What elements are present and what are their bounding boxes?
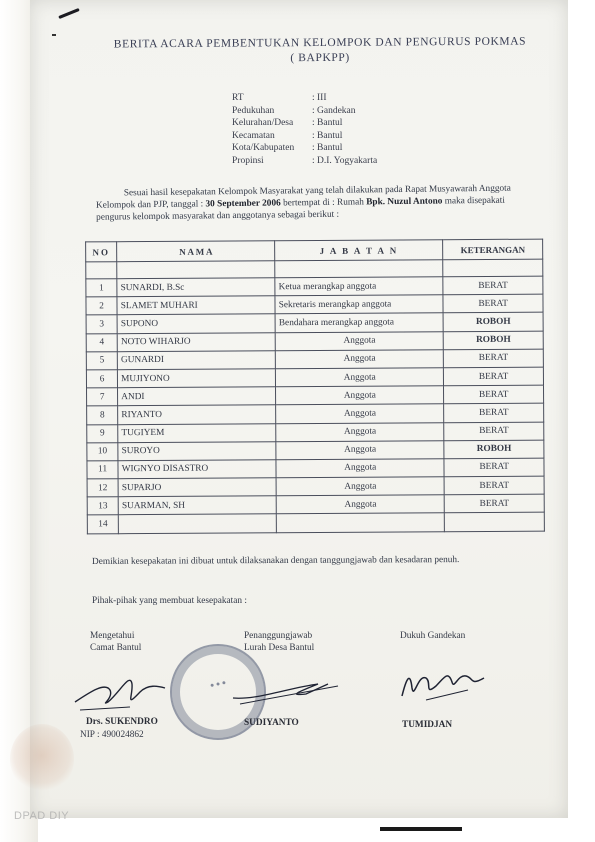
cell-jabatan: Anggota <box>276 459 444 478</box>
header-keterangan: KETERANGAN <box>443 239 543 260</box>
cell-jabatan: Ketua merangkap anggota <box>275 277 443 296</box>
cell-nama: SUPONO <box>117 314 275 333</box>
meeting-place: Bpk. Nuzul Antono <box>366 196 443 208</box>
info-value: : D.I. Yogyakarta <box>312 155 378 166</box>
cell-nama <box>118 514 276 533</box>
cell-jabatan: Anggota <box>276 495 444 514</box>
info-value: : Bantul <box>312 130 343 141</box>
header-nama: N A M A <box>117 241 275 262</box>
cell-no: 7 <box>87 388 118 406</box>
para-text-3: maka disepakati pengurus kelompok masyarakat dan anggotanya sebagai berikut : <box>96 195 505 223</box>
sig2-role-line2: Lurah Desa Bantul <box>244 643 315 653</box>
title-line-1: BERITA ACARA PEMBENTUKAN KELOMPOK DAN PENGURUS POKMAS <box>113 35 527 51</box>
cell-jabatan: Anggota <box>276 386 444 405</box>
info-value: : Gandekan <box>312 105 356 116</box>
header-jabatan: J A B A T A N <box>275 240 443 261</box>
info-label: Kota/Kabupaten <box>232 143 295 154</box>
archive-seal-watermark <box>10 724 74 794</box>
info-label: Kelurahan/Desa <box>232 118 294 129</box>
info-row <box>232 142 377 155</box>
cell-jabatan: Anggota <box>275 331 443 350</box>
info-value: : Bantul <box>312 143 343 154</box>
signatory-name-dukuh <box>402 719 452 731</box>
cell-nama: SLAMET MUHARI <box>117 296 275 315</box>
intro-paragraph <box>96 183 538 224</box>
signatory-camat <box>90 630 141 654</box>
cell-nama: MUJIYONO <box>118 369 276 388</box>
cell-no: 12 <box>87 479 118 497</box>
info-label: Kecamatan <box>232 130 275 141</box>
para-text-2: bertempat di : Rumah <box>280 197 367 209</box>
cell-nama: SUPARJO <box>118 478 276 497</box>
para-text-1: Sesuai hasil kesepakatan Kelompok Masyarakat yang telah dilakukan pada Rapat Musyawarah Anggota Kelompok dan PJP, tanggal : <box>95 183 511 211</box>
cell-nama: ANDI <box>118 387 276 406</box>
cell-keterangan: BERAT <box>444 422 544 441</box>
signatory-dukuh <box>400 630 465 642</box>
cell-no: 2 <box>86 297 117 315</box>
cell-nama: TUGIYEM <box>118 423 276 442</box>
cell-jabatan: Sekretaris merangkap anggota <box>275 295 443 314</box>
cell-no: 11 <box>87 461 118 479</box>
location-info <box>232 92 377 168</box>
cell-jabatan <box>277 513 445 532</box>
cell-no: 13 <box>87 497 118 515</box>
info-value: : III <box>312 93 327 103</box>
cell-keterangan: ROBOH <box>443 312 543 331</box>
info-row <box>232 155 377 168</box>
cell-nama: GUNARDI <box>117 350 275 369</box>
cell-nama: SUARMAN, SH <box>118 496 276 515</box>
cell-keterangan: BERAT <box>444 349 544 368</box>
cell-no: 1 <box>86 279 117 297</box>
info-label: Pedukuhan <box>232 105 275 116</box>
cell-no: 4 <box>86 333 117 351</box>
cell-jabatan: Anggota <box>276 477 444 496</box>
signature-dukuh <box>396 660 496 710</box>
cell-jabatan: Anggota <box>276 422 444 441</box>
cell-no: 14 <box>87 515 118 533</box>
cell-no: 6 <box>86 370 117 388</box>
pen-dot <box>52 34 56 36</box>
sig1-name: Drs. SUKENDRO <box>86 717 158 727</box>
cell-keterangan: BERAT <box>444 385 544 404</box>
info-row <box>232 130 377 143</box>
title-line-2: ( BAPKPP) <box>290 51 350 65</box>
parties-label: Pihak-pihak yang membuat kesepakatan : <box>92 596 247 606</box>
signature-lurah <box>228 670 348 710</box>
info-row <box>232 105 377 118</box>
info-label: Propinsi <box>232 155 264 166</box>
cell-keterangan: BERAT <box>444 458 544 477</box>
cell-no: 3 <box>86 315 117 333</box>
cell-nama: SUROYO <box>118 441 276 460</box>
cell-nama: SUNARDI, B.Sc <box>117 278 275 297</box>
closing-statement: Demikian kesepakatan ini dibuat untuk dilaksanakan dengan tanggungjawab dan kesadaran penuh. <box>91 555 460 567</box>
signatory-lurah <box>244 630 314 654</box>
cell-keterangan: ROBOH <box>444 440 544 459</box>
cell-keterangan: ROBOH <box>443 331 543 350</box>
cell-nama: RIYANTO <box>118 405 276 424</box>
cell-jabatan: Bendahara merangkap anggota <box>275 313 443 332</box>
meeting-date: 30 September 2006 <box>205 198 281 210</box>
info-label: RT <box>232 93 244 103</box>
signatory-nip-camat: NIP : 490024862 <box>80 730 144 740</box>
cell-keterangan <box>445 513 545 532</box>
document-title <box>100 34 540 67</box>
scan-footer-bar <box>380 827 462 831</box>
sig2-role-line1: Penanggungjawab <box>244 631 313 641</box>
cell-no: 8 <box>87 406 118 424</box>
table-header-row <box>86 239 543 262</box>
archive-watermark-text: DPAD DIY <box>14 810 70 822</box>
cell-keterangan: BERAT <box>443 276 543 295</box>
sig1-role-line2: Camat Bantul <box>90 643 142 653</box>
sig3-role-line1: Dukuh Gandekan <box>400 631 466 641</box>
cell-keterangan: BERAT <box>444 494 544 513</box>
cell-no: 10 <box>87 442 118 460</box>
info-value: : Bantul <box>312 118 343 129</box>
info-row <box>232 117 377 130</box>
cell-jabatan: Anggota <box>276 440 444 459</box>
cell-jabatan: Anggota <box>276 368 444 387</box>
cell-keterangan: BERAT <box>444 403 544 422</box>
stamp-text: ● ● ● <box>209 678 227 690</box>
sig3-name: TUMIDJAN <box>402 720 453 730</box>
cell-nama: WIGNYO DISASTRO <box>118 460 276 479</box>
cell-jabatan: Anggota <box>276 349 444 368</box>
header-no: NO <box>86 242 117 262</box>
signatory-name-camat <box>86 716 158 728</box>
sig2-name: SUDIYANTO <box>244 718 299 728</box>
members-table <box>85 239 545 534</box>
cell-no: 5 <box>86 351 117 369</box>
cell-keterangan: BERAT <box>443 294 543 313</box>
cell-jabatan: Anggota <box>276 404 444 423</box>
cell-nama: NOTO WIHARJO <box>117 332 275 351</box>
cell-keterangan: BERAT <box>444 476 544 495</box>
signature-camat <box>70 662 180 722</box>
cell-no: 9 <box>87 424 118 442</box>
sig1-role-line1: Mengetahui <box>90 631 135 641</box>
signatory-name-lurah <box>244 717 299 729</box>
info-row <box>232 92 377 105</box>
cell-keterangan: BERAT <box>444 367 544 386</box>
table-row <box>87 513 544 534</box>
